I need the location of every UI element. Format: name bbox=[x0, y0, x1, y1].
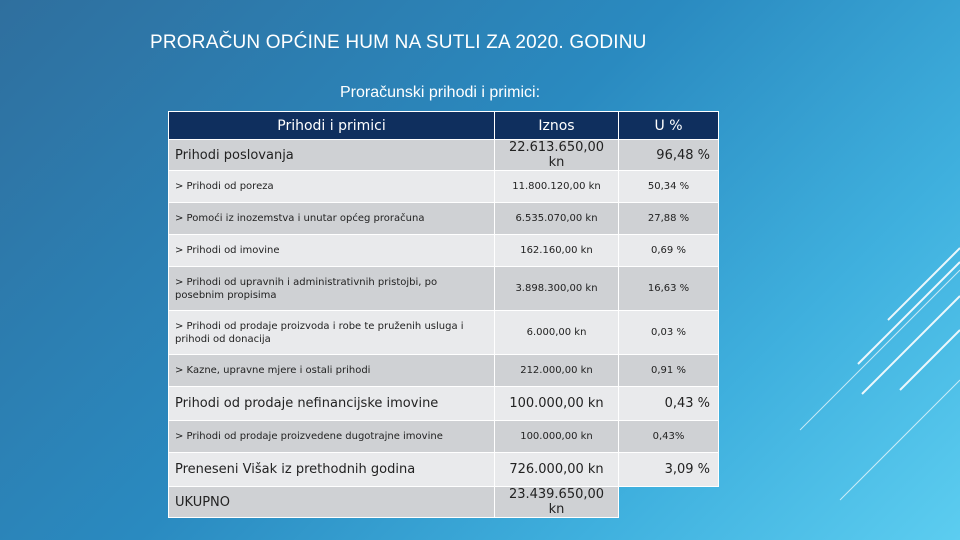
page-title: PRORAČUN OPĆINE HUM NA SUTLI ZA 2020. GODINU bbox=[150, 32, 647, 53]
row-amount: 726.000,00 kn bbox=[495, 453, 619, 487]
table-row bbox=[169, 387, 719, 421]
row-label: Prihodi od prodaje nefinancijske imovine bbox=[169, 387, 495, 421]
row-amount: 11.800.120,00 kn bbox=[495, 171, 619, 203]
row-amount: 100.000,00 kn bbox=[495, 387, 619, 421]
table-row bbox=[169, 140, 719, 171]
table-row bbox=[169, 453, 719, 487]
budget-table bbox=[168, 111, 719, 518]
row-label: > Prihodi od prodaje proizvoda i robe te pruženih usluga i prihodi od donacija bbox=[169, 311, 495, 355]
row-amount: 100.000,00 kn bbox=[495, 421, 619, 453]
table-row-total bbox=[169, 487, 719, 518]
table-header-row bbox=[169, 112, 719, 140]
row-percent: 0,43 % bbox=[619, 387, 719, 421]
row-label: > Prihodi od upravnih i administrativnih pristojbi, po posebnim propisima bbox=[169, 267, 495, 311]
row-amount: 6.000,00 kn bbox=[495, 311, 619, 355]
table-row bbox=[169, 311, 719, 355]
table-row bbox=[169, 267, 719, 311]
row-amount: 3.898.300,00 kn bbox=[495, 267, 619, 311]
row-percent: 50,34 % bbox=[619, 171, 719, 203]
row-label: > Pomoći iz inozemstva i unutar općeg proračuna bbox=[169, 203, 495, 235]
row-percent: 0,69 % bbox=[619, 235, 719, 267]
row-label: Prihodi poslovanja bbox=[169, 140, 495, 171]
table-row bbox=[169, 421, 719, 453]
table-row bbox=[169, 171, 719, 203]
header-income: Prihodi i primici bbox=[169, 112, 495, 140]
row-amount: 162.160,00 kn bbox=[495, 235, 619, 267]
row-label: > Prihodi od imovine bbox=[169, 235, 495, 267]
header-percent: U % bbox=[619, 112, 719, 140]
header-amount: Iznos bbox=[495, 112, 619, 140]
row-label: > Prihodi od prodaje proizvedene dugotrajne imovine bbox=[169, 421, 495, 453]
row-label: > Prihodi od poreza bbox=[169, 171, 495, 203]
row-amount: 212.000,00 kn bbox=[495, 355, 619, 387]
row-label: Preneseni Višak iz prethodnih godina bbox=[169, 453, 495, 487]
table-row bbox=[169, 235, 719, 267]
table-row bbox=[169, 203, 719, 235]
row-percent: 27,88 % bbox=[619, 203, 719, 235]
row-percent: 3,09 % bbox=[619, 453, 719, 487]
row-percent: 0,03 % bbox=[619, 311, 719, 355]
total-label: UKUPNO bbox=[169, 487, 495, 518]
row-amount: 22.613.650,00 kn bbox=[495, 140, 619, 171]
row-label: > Kazne, upravne mjere i ostali prihodi bbox=[169, 355, 495, 387]
row-percent: 0,43% bbox=[619, 421, 719, 453]
section-subtitle: Proračunski prihodi i primici: bbox=[339, 84, 541, 101]
row-amount: 6.535.070,00 kn bbox=[495, 203, 619, 235]
total-amount: 23.439.650,00 kn bbox=[495, 487, 619, 518]
row-percent: 16,63 % bbox=[619, 267, 719, 311]
row-percent: 0,91 % bbox=[619, 355, 719, 387]
total-percent bbox=[619, 487, 719, 518]
table-row bbox=[169, 355, 719, 387]
row-percent: 96,48 % bbox=[619, 140, 719, 171]
